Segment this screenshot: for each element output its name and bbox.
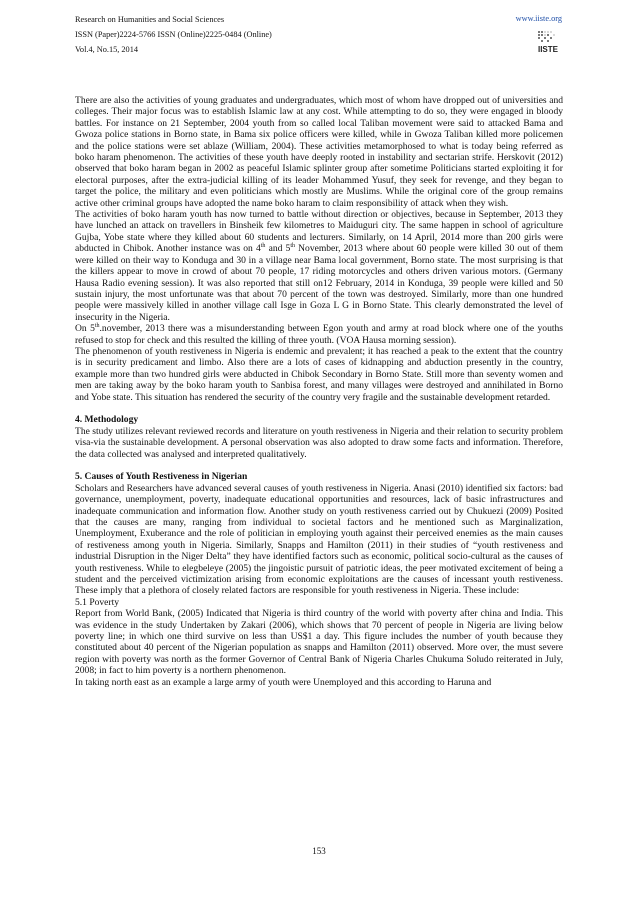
heading-methodology: 4. Methodology <box>75 414 139 426</box>
paragraph-methodology: The study utilizes relevant reviewed records and literature on youth restiveness in Nigeria and their relation to security problem visa-via the sustainable development. A personal observation was also adopted to draw some facts and information. Therefore, the data collected was analysed and interpreted qualitatively. <box>75 425 563 460</box>
svg-text:IISTE: IISTE <box>537 45 559 54</box>
journal-url-link[interactable]: www.iiste.org <box>515 14 562 23</box>
paragraph-north-east: In taking north east as an example a large army of youth were Unemployed and this according to Haruna and <box>75 676 492 688</box>
issn-line: ISSN (Paper)2224-5766 ISSN (Online)2225-0484 (Online) <box>75 30 272 39</box>
paragraph-restiveness-phenomenon: The phenomenon of youth restiveness in Nigeria is endemic and prevalent; it has reached a peak to the extent that the country is in security predicament and limbo. Also there are a lots of cases of kidnapping and abduction presently in the country, example more than two hundred girls were abducted in Chibok Secondary in Borno State. Still more than seventy women and men are taking away by the boko haram youth to Sanbisa forest, and many villages were destroyed and annihilated in Borno and Yobe state. This situation has rendered the security of the country very fragile and the sustainable development retarded. <box>75 345 563 403</box>
paragraph-boko-haram-origins: There are also the activities of young graduates and undergraduates, which most of whom have dropped out of universities and colleges. Their major focus was to establish Islamic law at any cost. While attempting to do so, they were engaged in bloody battles. For instance on 21 September, 2004 youth from so called local Taliban movement were said to attacked Bama and Gwoza police stations in Borno state, in Bama six police officers were killed, while in Gwoza Taliban killed more policemen and the police stations were set ablaze (William, 2004). These activities metamorphosed to what is today being referred as boko haram phenomenon. The activities of these youth have deeply rooted in instability and sectarian strife. Herskovit (2012) observed that boko haram began in 2002 as peaceful Islamic splinter group after sometime Politicians started exploiting it for electoral purposes, after the extra-judicial killing of its leader Mohammed Yusuf, they seek for revenge, and they began to target the police, the military and even politicians which mostly are Muslims. While the original core of the group remains active other criminal groups have adopted the name boko haram to claim responsibility of attack when they wish. <box>75 95 563 209</box>
iiste-logo-icon <box>536 30 560 54</box>
paragraph-poverty: Report from World Bank, (2005) Indicated that Nigeria is third country of the world with poverty after china and India. This was evidence in the study Undertaken by Zakari (2006), which shows that 70 percent of people in Nigeria are living below poverty line; in which one third survive on less than US$1 a day. This figure includes the number of youth because they constituted about 40 percent of the Nigerian population as snapps and Hamilton (2011) observed. More over, the must severe region with poverty was north as the former Governor of Central Bank of Nigeria Charles Chukuma Soludo reiterated in July, 2008; in fact to him poverty is a northern phenomenon. <box>75 608 563 677</box>
volume-line: Vol.4, No.15, 2014 <box>75 45 138 54</box>
subheading-poverty: 5.1 Poverty <box>75 596 120 608</box>
paragraph-egon-youth: On 5th.november, 2013 there was a misunderstanding between Egon youth and army at road block where one of the youths refused to stop for check and this resulted the killing of three youth. (VOA Hausa morning session). <box>75 322 563 346</box>
journal-title: Research on Humanities and Social Sciences <box>75 15 225 24</box>
paragraph-causes: Scholars and Researchers have advanced several causes of youth restiveness in Nigeria. Anasi (2010) identified six factors: bad governance, unemployment, poverty, inadequate educational opportunities and resources, lack of basic infrastructures and inadequate communication and information flow. Another study on youth restiveness carried out by Chukuezi (2009) Posited that the causes are many, ranging from individual to societal factors and he mentioned such as Marginalization, Unemployment, Exuberance and the role of politician in employing youth against their perceived enemies as the main causes of restiveness among youth in Nigeria. Similarly, Snapps and Hamilton (2011) in their studies of “youth restiveness and industrial Disruption in the Niger Delta” they have identified factors such as economic, political socio-cultural as the causes of youth restiveness. While to elegbeleye (2005) the jingoistic pursuit of patriotic ideas, the peer motivated excitement of being a student and the perceived victimization arising from economic exploitations are the causes of incessant youth restiveness. These imply that a plethora of closely related factors are responsible for youth restiveness in Nigeria. These include: <box>75 482 563 597</box>
article-body <box>75 95 563 688</box>
page-number: 153 <box>312 846 326 856</box>
paragraph-boko-haram-attacks: The activities of boko haram youth has now turned to battle without direction or objectives, because in September, 2013 they have lunched an attack on travellers in Binsheik few kilometres to Maiduguri city. The same happen in school of agriculture Gujba, Yobe state where they killed about 60 students and lecturers. Similarly, on 14 April, 2014 more than 200 girls were abducted in Chibok. Another instance was on 4th and 5th November, 2013 where about 60 people were killed 30 out of them were killed on their way to Konduga and 30 in a village near Bama local government, Borno state. The most surprising is that the killers appear to move in crowd of about 70 people, 17 riding motorcycles and others driven various motors. (Germany Hausa Radio evening session). It was also reported that still on12 February, 2014 in Konduga, 39 people were killed and 50 sustain injury, the most unfortunate was that about 70 percent of the town was destroyed. Similarly, more than one hundred people were massively killed in another village call Isge in Goza L G in Borno State. This clearly demonstrated the level of insecurity in the Nigeria. <box>75 209 563 323</box>
heading-causes: 5. Causes of Youth Restiveness in Nigerian <box>75 471 248 483</box>
